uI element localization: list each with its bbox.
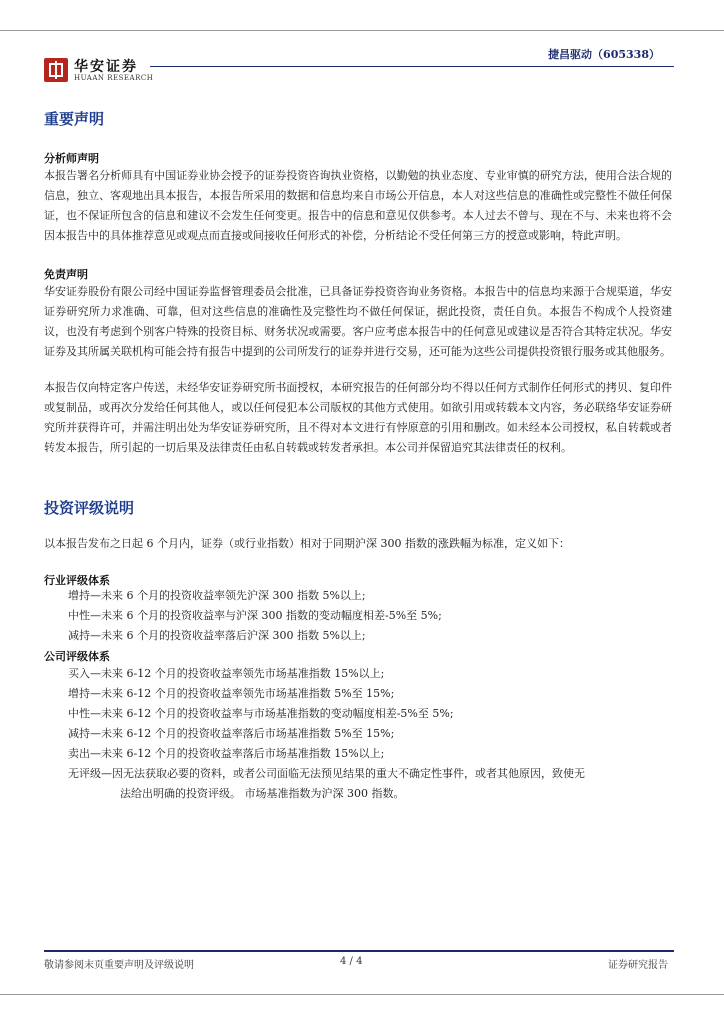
logo-chinese-name: 华安证券 [74, 59, 138, 75]
section-title-rating: 投资评级说明 [44, 499, 135, 517]
analyst-statement-text: 本报告署名分析师具有中国证券业协会授予的证券投资咨询执业资格，以勤勉的执业态度、专业审慎的研究方法，使用合法合规的信息，独立、客观地出具本报告，本报告所采用的数据和信息均来自市场公开信息，本人对这些信息的准确性或完整性不做任何保证，也不保证所包含的信息和建议不会发生任何变更。报告中的信息和意见仅供参考。本人过去不曾与、现在不与、未来也将不会因本报告中的具体推荐意见或观点而直接或间接收任何形式的补偿，分析结论不受任何第三方的授意或影响，特此声明。 [44, 169, 672, 242]
header-divider [150, 66, 674, 67]
disclaimer-text-1: 华安证券股份有限公司经中国证券监督管理委员会批准，已具备证券投资咨询业务资格。本报告中的信息均来源于合规渠道，华安证券研究所力求准确、可靠，但对这些信息的准确性及完整性均不做任何保证，据此投资，责任自负。本报告不构成个人投资建议，也没有考虑到个别客户特殊的投资目标、财务状况或需要。客户应考虑本报告中的任何意见或建议是否符合其特定状况。华安证券及其所属关联机构可能会持有报告中提到的公司所发行的证券并进行交易，还可能为这些公司提供投资银行服务或其他服务。 [44, 285, 672, 358]
company-rating-item: 买入—未来 6-12 个月的投资收益率领先市场基准指数 15%以上; [68, 667, 385, 680]
industry-rating-item: 减持—未来 6 个月的投资收益率落后沪深 300 指数 5%以上; [68, 629, 366, 642]
no-rating-item-continued: 法给出明确的投资评级。 市场基准指数为沪深 300 指数。 [120, 787, 405, 800]
footer-note: 敬请参阅末页重要声明及评级说明 [44, 960, 194, 971]
page-number: 4 / 4 [340, 956, 363, 967]
company-rating-item: 增持—未来 6-12 个月的投资收益率领先市场基准指数 5%至 15%; [68, 687, 395, 700]
company-rating-item: 卖出—未来 6-12 个月的投资收益率落后市场基准指数 15%以上; [68, 747, 385, 760]
company-rating-item: 中性—未来 6-12 个月的投资收益率与市场基准指数的变动幅度相差-5%至 5%; [68, 707, 454, 720]
company-logo [44, 58, 154, 86]
company-rating-heading: 公司评级体系 [44, 650, 110, 663]
top-divider [0, 30, 724, 31]
industry-rating-item: 增持—未来 6 个月的投资收益率领先沪深 300 指数 5%以上; [68, 589, 366, 602]
industry-rating-item: 中性—未来 6 个月的投资收益率与沪深 300 指数的变动幅度相差-5%至 5%; [68, 609, 442, 622]
report-title: 捷昌驱动（605338） [548, 48, 660, 61]
footer-report-type: 证券研究报告 [608, 960, 668, 971]
disclaimer-heading: 免责声明 [44, 268, 88, 281]
no-rating-item: 无评级—因无法获取必要的资料，或者公司面临无法预见结果的重大不确定性事件，或者其他原因，致使无 [68, 767, 585, 780]
footer-divider [44, 950, 674, 952]
disclaimer-text-2: 本报告仅向特定客户传送，未经华安证券研究所书面授权，本研究报告的任何部分均不得以任何方式制作任何形式的拷贝、复印件或复制品，或再次分发给任何其他人，或以任何侵犯本公司版权的其他方式使用。如欲引用或转载本文内容，务必联络华安证券研究所并获得许可，并需注明出处为华安证券研究所，且不得对本文进行有悖原意的引用和删改。如未经本公司授权，私自转载或者转发本报告，所引起的一切后果及法律责任由私自转载或转发者承担。本公司并保留追究其法律责任的权利。 [44, 381, 672, 454]
section-title-declaration: 重要声明 [44, 110, 105, 128]
company-rating-item: 减持—未来 6-12 个月的投资收益率落后市场基准指数 5%至 15%; [68, 727, 395, 740]
logo-english-name: HUAAN RESEARCH [74, 74, 154, 82]
industry-rating-heading: 行业评级体系 [44, 574, 110, 587]
logo-mark-icon [44, 58, 68, 82]
analyst-statement-heading: 分析师声明 [44, 152, 99, 165]
bottom-divider [0, 994, 724, 995]
rating-intro: 以本报告发布之日起 6 个月内，证券（或行业指数）相对于同期沪深 300 指数的涨跌幅为标准，定义如下： [44, 537, 570, 550]
